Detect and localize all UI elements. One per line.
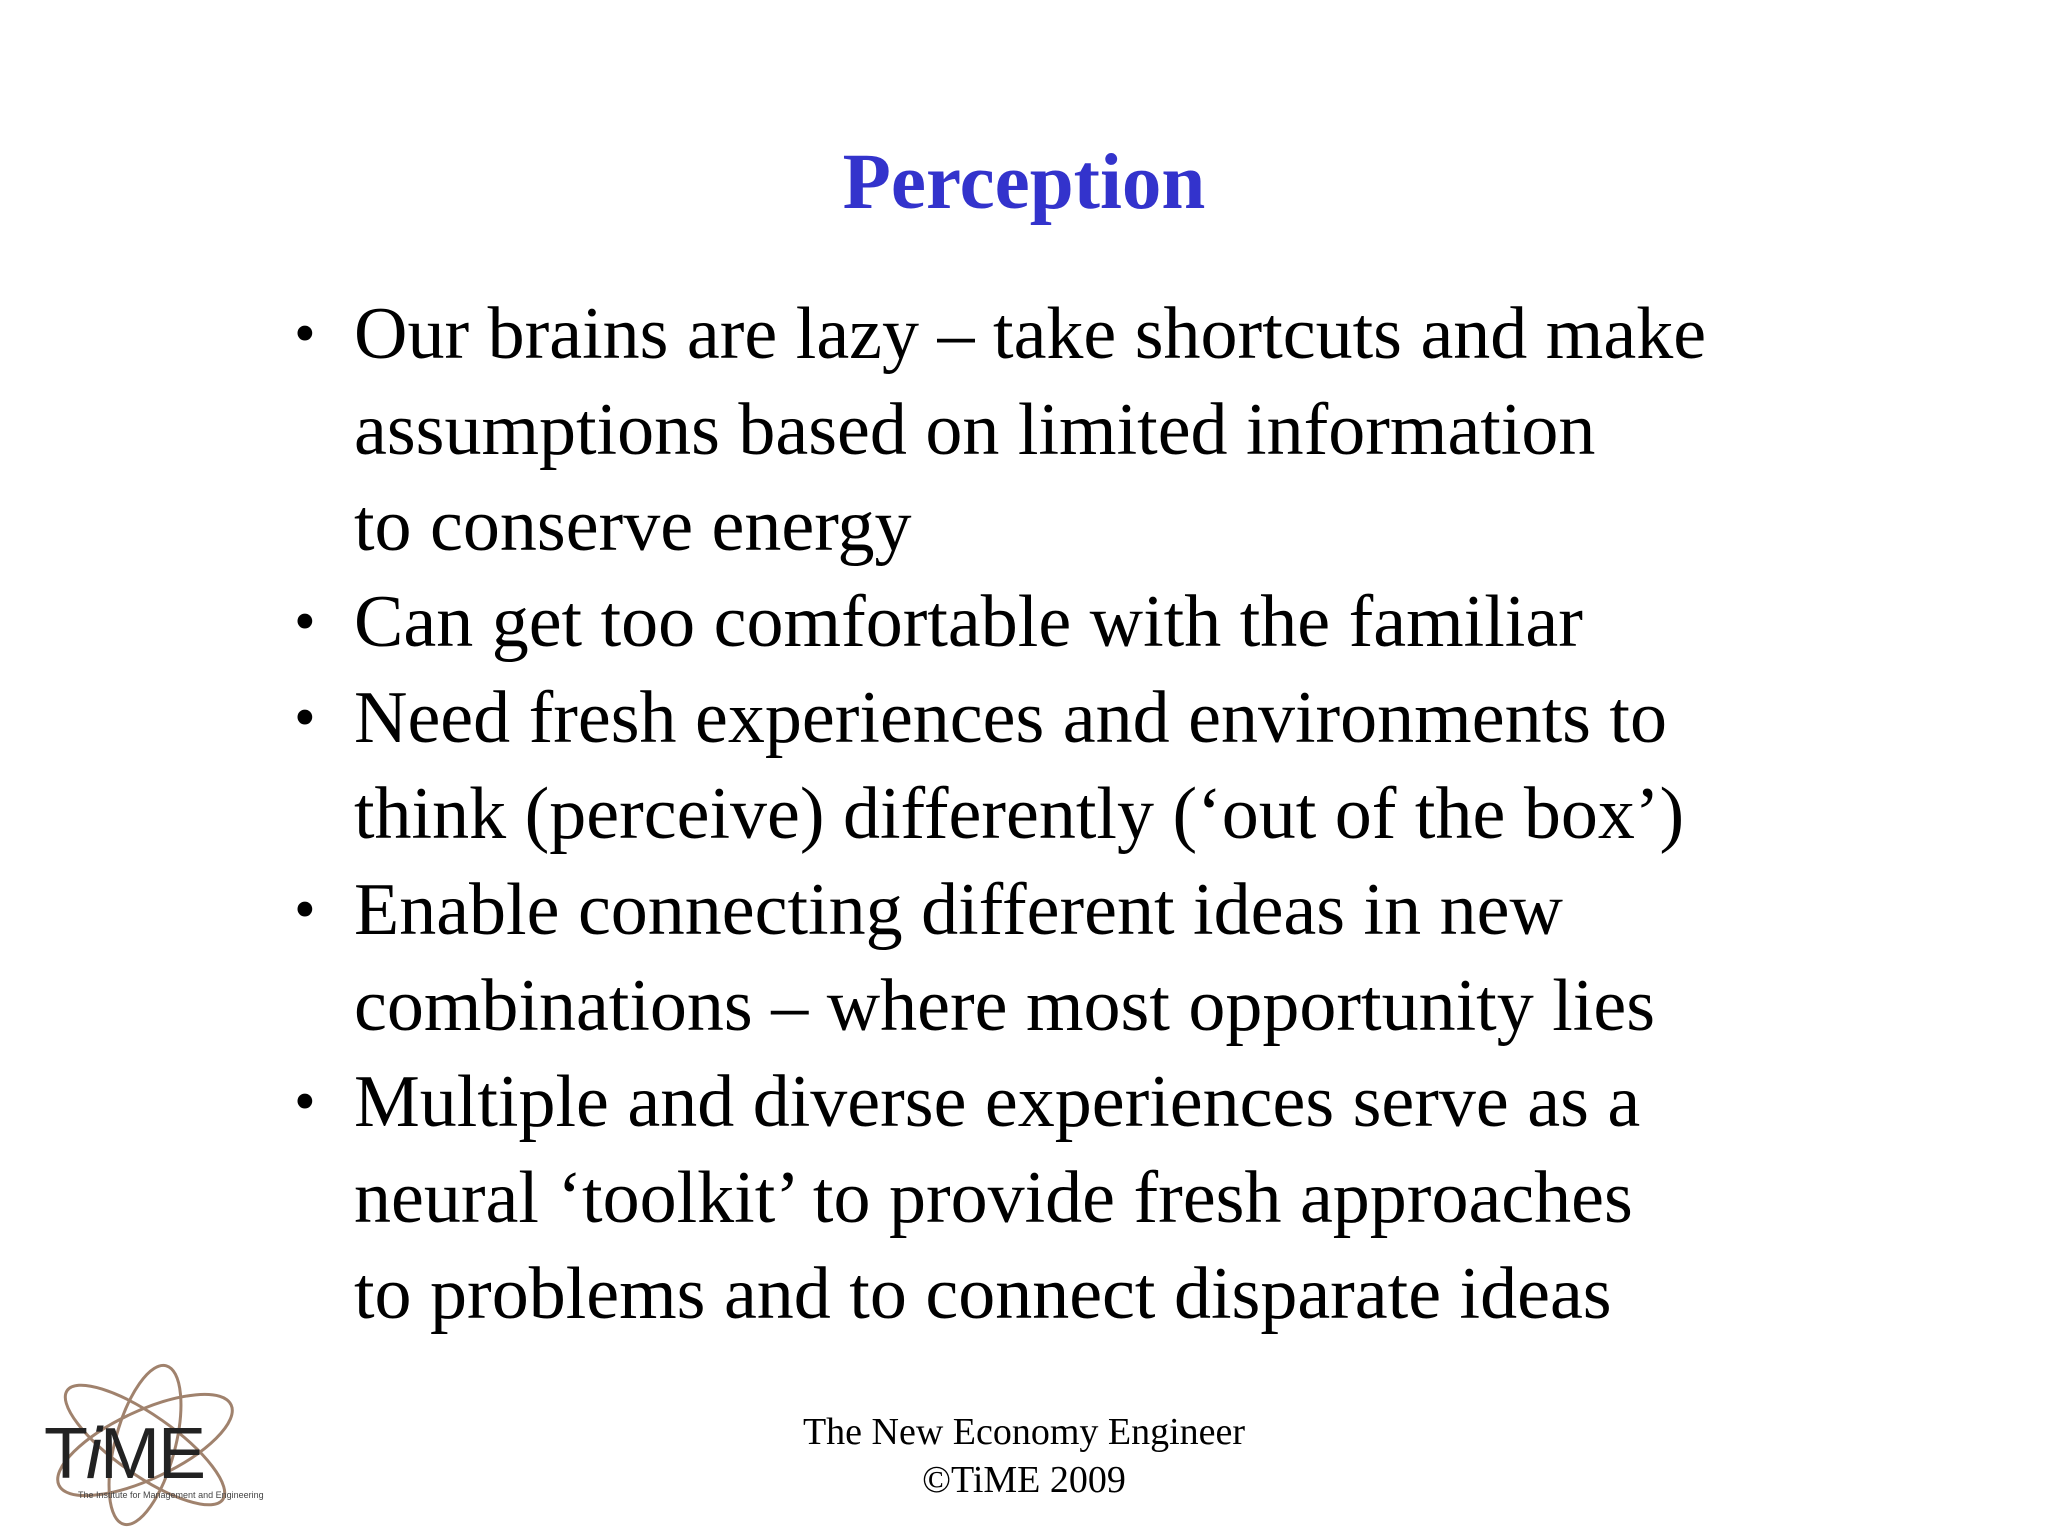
bullet-marker: • — [294, 300, 316, 368]
slide-title: Perception — [842, 139, 1206, 226]
bullet-marker: • — [294, 588, 316, 656]
bullet-marker: • — [294, 684, 316, 752]
bullet-marker: • — [294, 876, 316, 944]
bullet-line: combinations – where most opportunity lies — [354, 965, 1655, 1047]
bullet-item — [292, 670, 1852, 862]
bullet-item — [292, 286, 1852, 574]
bullet-line: assumptions based on limited information — [354, 389, 1596, 471]
bullet-item — [292, 574, 1852, 670]
bullet-line: Need fresh experiences and environments to — [354, 677, 1667, 759]
bullet-marker: • — [294, 1068, 316, 1136]
bullet-list — [292, 286, 1852, 1342]
bullet-item — [292, 862, 1852, 1054]
bullet-line: to problems and to connect disparate ideas — [354, 1253, 1612, 1335]
logo-tagline: The Institute for Management and Engineering — [78, 1490, 264, 1500]
bullet-line: Can get too comfortable with the familiar — [354, 581, 1583, 663]
bullet-line: think (perceive) differently (‘out of the box’) — [354, 773, 1685, 855]
footer-line-1: The New Economy Engineer — [802, 1411, 1246, 1453]
bullet-line: to conserve energy — [354, 485, 912, 567]
bullet-item — [292, 1054, 1852, 1342]
footer-line-2: ©TiME 2009 — [922, 1459, 1126, 1501]
logo-wordmark: TiME — [44, 1414, 204, 1494]
bullet-line: Our brains are lazy – take shortcuts and make — [354, 293, 1707, 375]
bullet-line: Enable connecting different ideas in new — [354, 869, 1563, 951]
footer — [0, 1408, 2048, 1504]
bullet-line: Multiple and diverse experiences serve as a — [354, 1061, 1641, 1143]
bullet-line: neural ‘toolkit’ to provide fresh approaches — [354, 1157, 1633, 1239]
